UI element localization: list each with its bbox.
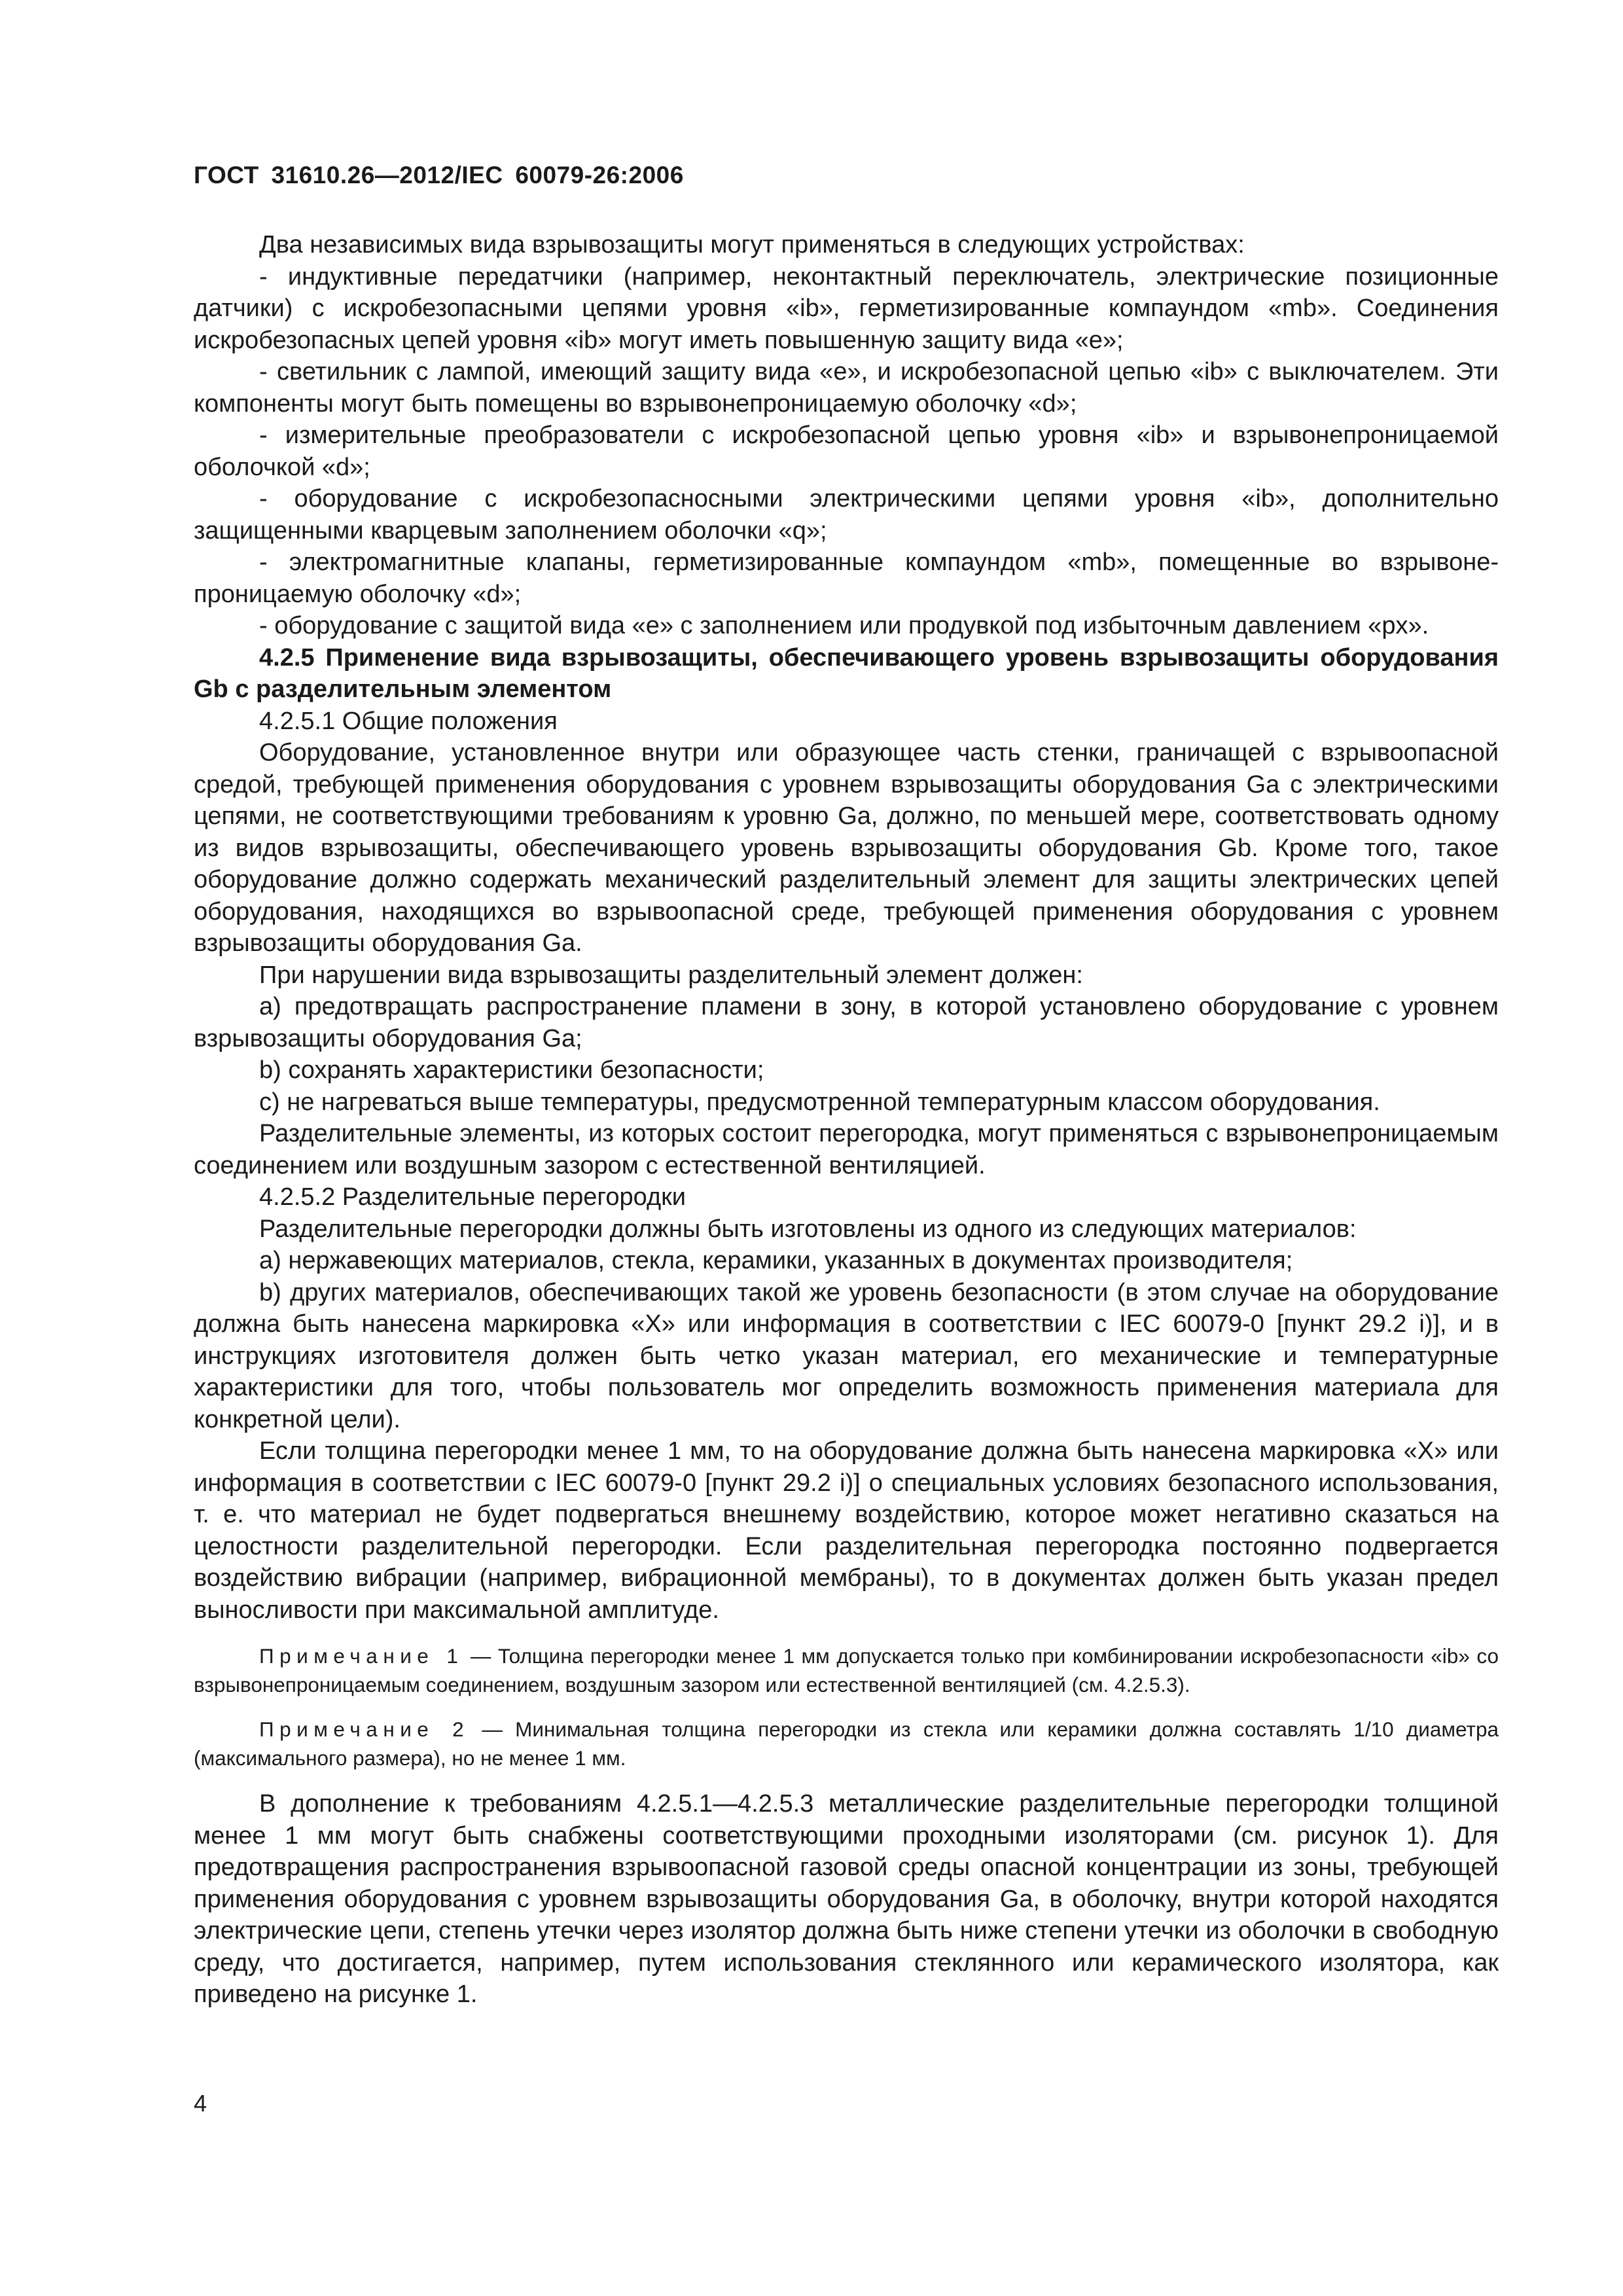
body-paragraph: с) не нагреваться выше температуры, предусмотренной температурным классом оборудования. [259, 1088, 1380, 1116]
note-label: Примечание 1 [259, 1644, 464, 1668]
body-paragraph: - светильник с лампой, имеющий защиту вида «е», и искробезопасной цепью «ib» с выключателем. Эти компоненты могут быть помещены во взрывонепроницаемую оболочку «d»; [194, 358, 1499, 418]
note-paragraph [194, 1641, 1499, 1699]
body-paragraph: При нарушении вида взрывозащиты разделительный элемент должен: [259, 961, 1083, 989]
note-label: Примечание 2 [259, 1717, 470, 1741]
body-paragraph: b) сохранять характеристики безопасности; [259, 1056, 764, 1084]
body-paragraph: Два независимых вида взрывозащиты могут применяться в следующих устройствах: [259, 231, 1245, 259]
body-paragraph: - индуктивные передатчики (например, неконтактный переключатель, электрические позиционные датчики) с искробезопасными цепями уровня «ib», герметизированные компаундом «mb». Соединения искробезопасных цепей уровня «ib» могут иметь повышенную защиту вида «е»; [194, 262, 1499, 354]
body-paragraph: Если толщина перегородки менее 1 мм, то на оборудование должна быть нанесена маркировка «X» или информация в соответствии с IEC 60079-0 [пункт 29.2 i)] о специальных условиях безопасного использования, т. е. что материал не будет подвергаться внешнему воздействию, которое может негативно сказаться на целостности разделительной перегородки. Если разделительная перегородка постоянно подвергается воздействию вибрации (например, вибрационной мембраны), то в документах должен быть указан предел выносливости при максимальной амплитуде. [194, 1437, 1499, 1624]
page-number: 4 [194, 2090, 207, 2117]
note-text: — Толщина перегородки менее 1 мм допускается только при комбинировании искробезопасности «ib» со взрывонепроницаемым соединением, воздушным зазором или естественной вентиляцией (см. 4.2.5.3). [194, 1644, 1499, 1696]
body-paragraph: - электромагнитные клапаны, герметизированные компаундом «mb», помещенные во взрывонепроницаемую оболочку «d»; [194, 548, 1499, 608]
body-paragraph: Разделительные элементы, из которых состоит перегородка, могут применяться с взрывонепроницаемым соединением или воздушным зазором с естественной вентиляцией. [194, 1120, 1499, 1179]
body-paragraph: а) нержавеющих материалов, стекла, керамики, указанных в документах производителя; [259, 1247, 1293, 1274]
note-text: — Минимальная толщина перегородки из стекла или керамики должна составлять 1/10 диаметра (максимального размера), но не менее 1 мм. [194, 1717, 1499, 1770]
body-paragraph: а) предотвращать распространение пламени в зону, в которой установлено оборудование с уровнем взрывозащиты оборудования Ga; [194, 993, 1499, 1052]
body-paragraph: - оборудование с защитой вида «е» с заполнением или продувкой под избыточным давлением «px». [259, 612, 1429, 639]
body-paragraph: 4.2.5.2 Разделительные перегородки [259, 1183, 686, 1211]
body-paragraph: - измерительные преобразователи с искробезопасной цепью уровня «ib» и взрывонепроницаемой оболочкой «d»; [194, 422, 1499, 481]
body-paragraph: 4.2.5.1 Общие положения [259, 707, 558, 735]
section-heading: 4.2.5 Применение вида взрывозащиты, обеспечивающего уровень взрывозащиты оборудования Gb с разделительным элементом [194, 643, 1499, 703]
body-paragraph: b) других материалов, обеспечивающих такой же уровень безопасности (в этом случае на оборудование должна быть нанесена маркировка «X» или информация в соответствии с IEC 60079-0 [пункт 29.2 i)], и в инструкциях изготовителя должен быть четко указан материал, его механические и температурные характеристики для того, чтобы пользователь мог определить возможность применения материала для конкретной цели). [194, 1278, 1499, 1433]
body-paragraph: Оборудование, установленное внутри или образующее часть стенки, граничащей с взрывоопасной средой, требующей применения оборудования с уровнем взрывозащиты оборудования Ga с электрическими цепями, не соответствующими требованиям к уровню Ga, должно, по меньшей мере, соответствовать одному из видов взрывозащиты, обеспечивающего уровень взрывозащиты оборудования Gb. Кроме того, такое оборудование должно содержать механический разделительный элемент для защиты электрических цепей оборудования, находящихся во взрывоопасной среде, требующей применения оборудования с уровнем взрывозащиты оборудования Ga. [194, 739, 1499, 957]
standard-header: ГОСТ 31610.26—2012/IEC 60079-26:2006 [194, 162, 684, 188]
note-paragraph [194, 1715, 1499, 1772]
body-paragraph: Разделительные перегородки должны быть изготовлены из одного из следующих материалов: [259, 1215, 1357, 1243]
document-body [194, 229, 1499, 2011]
body-paragraph: В дополнение к требованиям 4.2.5.1—4.2.5.3 металлические разделительные перегородки толщиной менее 1 мм могут быть снабжены соответствующими проходными изоляторами (см. рисунок 1). Для предотвращения распространения взрывоопасной газовой среды опасной концентрации из зоны, требующей применения оборудования с уровнем взрывозащиты оборудования Ga, в оболочку, внутри которой находятся электрические цепи, степень утечки через изолятор должна быть ниже степени утечки из оболочки в свободную среду, что достигается, например, путем использования стеклянного или керамического изолятора, как приведено на рисунке 1. [194, 1790, 1499, 2008]
body-paragraph: - оборудование с искробезопасносными электрическими цепями уровня «ib», дополнительно защищенными кварцевым заполнением оболочки «q»; [194, 485, 1499, 545]
